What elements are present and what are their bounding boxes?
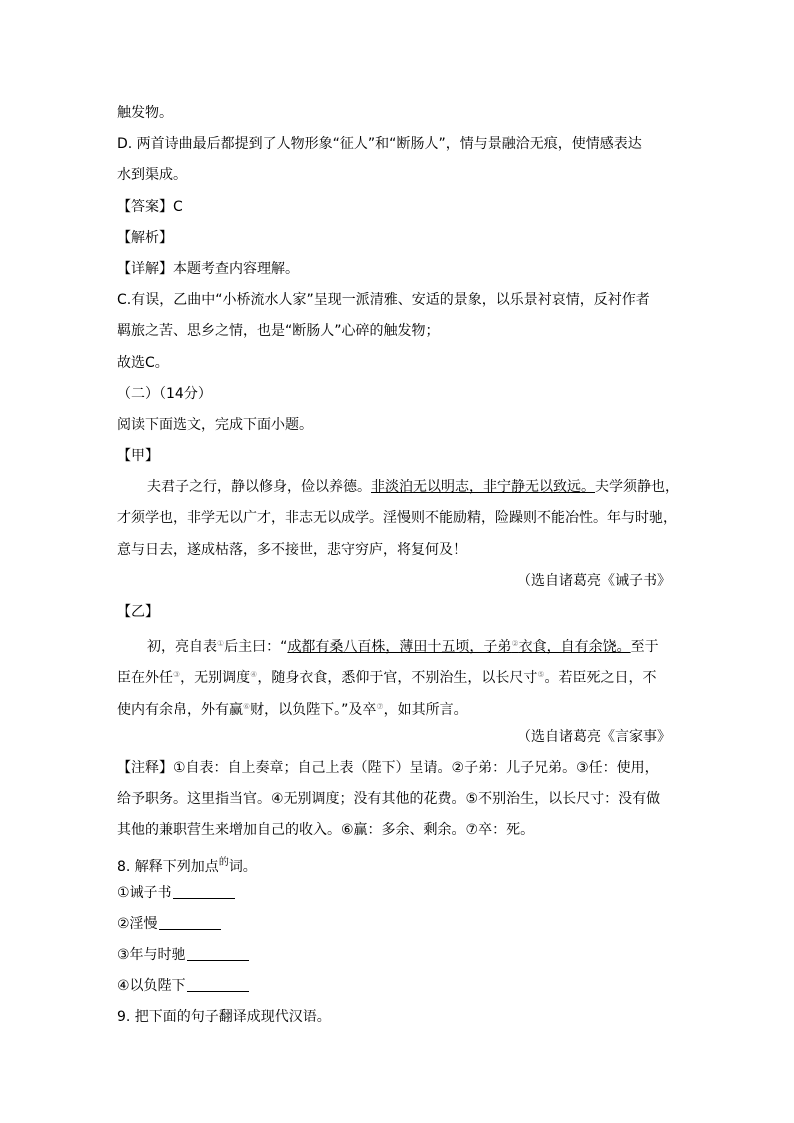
passage-jia-source: （选自诸葛亮《诫子书》 <box>517 572 671 589</box>
explanation-line: C.有误，乙曲中“小桥流水人家”呈现一派清雅、安适的景象，以乐景衬哀情，反衬作者 <box>117 292 650 309</box>
text: 。若臣死之日，不 <box>544 670 657 687</box>
passage-yi-label: 【乙】 <box>117 604 159 620</box>
text: ，随身衣食，悉仰于官，不别治生，以长尺寸 <box>257 670 538 687</box>
text: ④以负陛下 <box>117 978 186 995</box>
text: 词。 <box>228 858 257 875</box>
notes-line: 其他的兼职营生来增加自己的收入。⑥赢：多余、剩余。⑦卒：死。 <box>117 822 535 839</box>
footnote-marker: ⑤ <box>537 670 545 680</box>
passage-yi-source: （选自诸葛亮《言家事》 <box>517 728 671 745</box>
answer-blank[interactable] <box>159 915 221 930</box>
question-9: 9. 把下面的句子翻译成现代汉语。 <box>117 1009 331 1026</box>
answer: 【答案】C <box>117 198 183 215</box>
option-d: D. 两首诗曲最后都提到了人物形象“征人”和“断肠人”，情与景融洽无痕，使情感表达 <box>117 136 642 153</box>
text: 初，亮自表 <box>147 639 217 656</box>
text: 衣食，自有余饶。 <box>518 639 631 656</box>
footnote-marker: ② <box>511 639 519 649</box>
text: 夫君子之行，静以修身，俭以养德。 <box>147 479 371 496</box>
footnote-marker: ⑥ <box>243 701 251 711</box>
text: ②淫慢 <box>117 915 158 932</box>
footnote-marker: ③ <box>173 670 181 680</box>
passage-jia-line <box>117 472 683 503</box>
text: 的 <box>218 856 229 868</box>
text: 成都有桑八百株，薄田十五顷，子弟 <box>287 639 512 656</box>
text-line: 触发物。 <box>117 105 173 121</box>
passage-yi-line <box>117 659 683 690</box>
underlined-text <box>287 639 630 655</box>
passage-jia-line: 才须学也，非学无以广才，非志无以成学。淫慢则不能励精，险躁则不能冶性。年与时驰， <box>117 510 677 527</box>
text: 使内有余帛，外有赢 <box>117 701 243 718</box>
text: 后主曰：“ <box>224 639 288 656</box>
detail: 【详解】本题考查内容理解。 <box>117 260 299 277</box>
question-8-item <box>117 878 683 909</box>
answer-blank[interactable] <box>173 884 235 899</box>
text: 夫学须静也， <box>595 479 679 496</box>
passage-jia-label: 【甲】 <box>117 448 159 465</box>
answer-blank[interactable] <box>187 977 249 992</box>
question-8-item <box>117 909 683 940</box>
footnote-marker: ① <box>217 639 225 649</box>
underlined-text: 非淡泊无以明志，非宁静无以致远。 <box>371 479 595 496</box>
document-page <box>117 98 683 1034</box>
choice: 故选C。 <box>117 354 169 371</box>
footnote-marker: ④ <box>250 670 258 680</box>
text: 臣在外任 <box>117 670 173 687</box>
text: ，如其所言。 <box>383 701 468 718</box>
notes-line: 【注释】①自表：自上奏章；自己上表（陛下）呈请。②子弟：儿子兄弟。③任：使用， <box>117 759 659 776</box>
text-line: 水到渠成。 <box>117 167 187 184</box>
question-8-item <box>117 971 683 1002</box>
text: 8. 解释下列加点 <box>117 858 219 875</box>
explanation-line: 羁旅之苦、思乡之情，也是“断肠人”心碎的触发物； <box>117 323 440 340</box>
passage-jia-line: 意与日去，遂成枯落，多不接世，悲守穷庐，将复何及！ <box>117 541 467 558</box>
answer-blank[interactable] <box>187 946 249 961</box>
instruction: 阅读下面选文，完成下面小题。 <box>117 416 313 433</box>
analysis-heading: 【解析】 <box>117 229 173 246</box>
footnote-marker: ⑦ <box>376 701 384 711</box>
text: ①诫子书 <box>117 884 172 901</box>
question-8-item <box>117 940 683 971</box>
section-heading: （二）（14分） <box>117 385 212 402</box>
passage-yi-line <box>117 691 683 722</box>
text: ③年与时驰 <box>117 947 186 964</box>
text: 至于 <box>630 639 659 656</box>
passage-yi-line <box>117 628 683 659</box>
question-8 <box>117 847 683 878</box>
text: 财，以负陛下。”及卒 <box>250 701 377 718</box>
notes-line: 给予职务。这里指当官。④无别调度；没有其他的花费。⑤不别治生，以长尺寸：没有做 <box>117 791 661 808</box>
text: ，无别调度 <box>180 670 251 687</box>
